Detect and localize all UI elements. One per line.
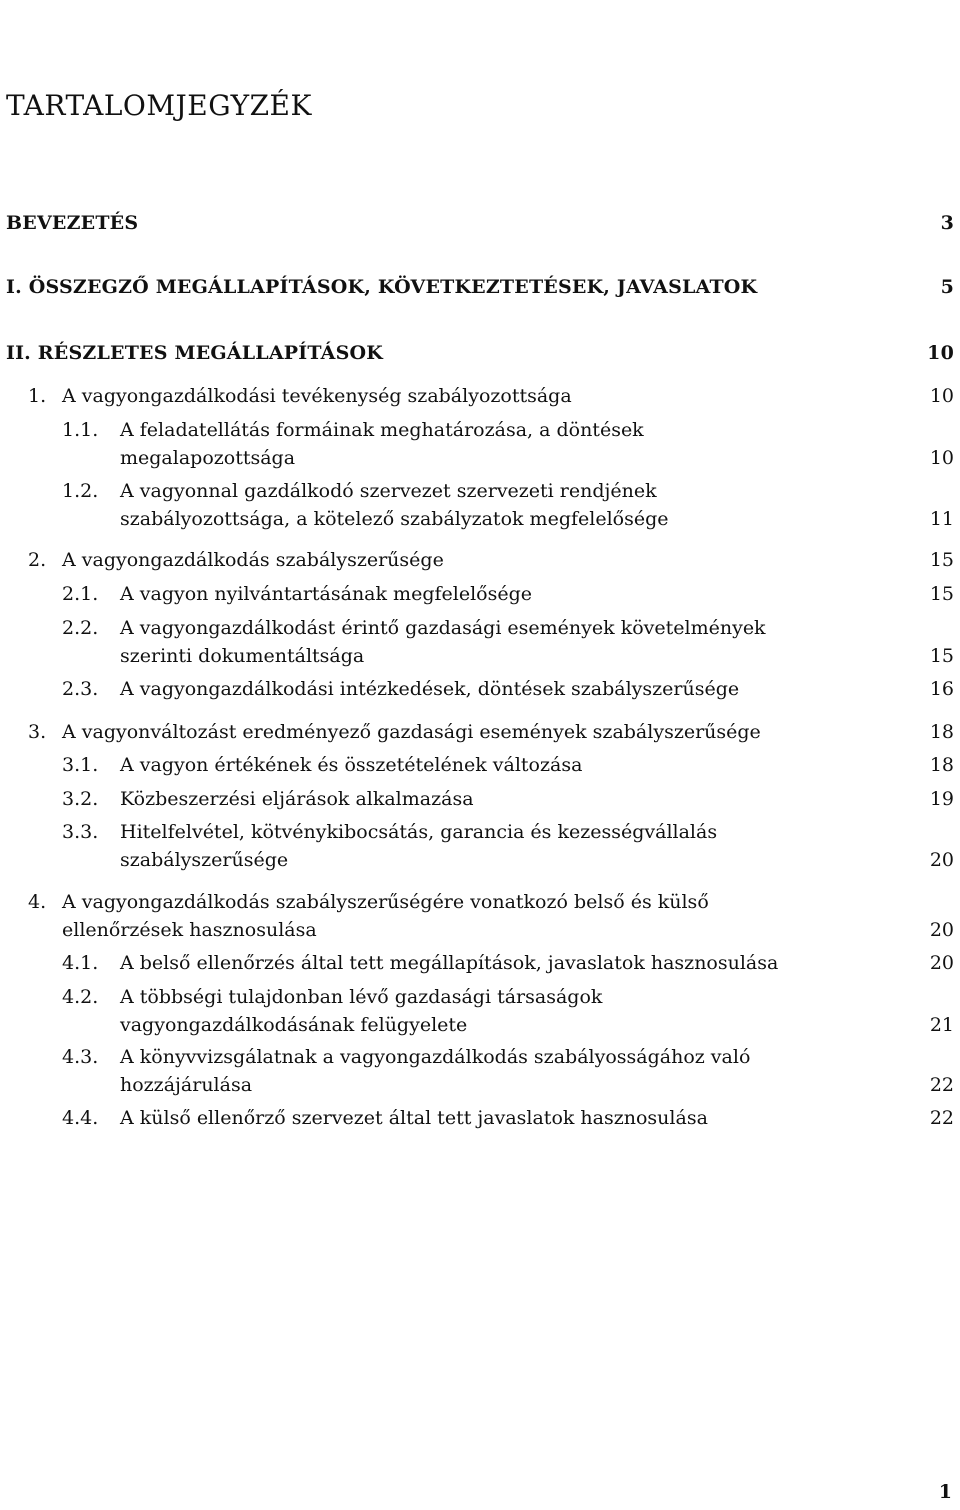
toc-entry-number: 3.2.	[62, 788, 99, 810]
toc-entry-text: BEVEZETÉS	[6, 212, 139, 234]
toc-entry-page: 15	[929, 549, 954, 571]
toc-entry-text-line1: A vagyonnal gazdálkodó szervezet szervezeti rendjének	[120, 480, 657, 502]
toc-entry-text-line1: Hitelfelvétel, kötvénykibocsátás, garancia és kezességvállalás	[120, 821, 718, 843]
toc-entry-text: A vagyongazdálkodási intézkedések, döntések szabályszerűsége	[120, 678, 740, 700]
toc-entry-page: 15	[929, 645, 954, 667]
toc-entry-page: 18	[929, 721, 954, 743]
toc-entry-page: 20	[929, 849, 954, 871]
toc-title: TARTALOMJEGYZÉK	[6, 89, 312, 122]
page-number: 1	[938, 1481, 952, 1503]
table-of-contents	[6, 0, 954, 1510]
toc-entry-text-line1: A vagyongazdálkodást érintő gazdasági események követelmények	[120, 617, 766, 639]
toc-entry-number: 4.4.	[62, 1107, 99, 1129]
toc-entry-text-line1: A többségi tulajdonban lévő gazdasági társaságok	[120, 986, 603, 1008]
toc-entry-page: 10	[927, 342, 954, 364]
toc-entry-text-line2: szabályszerűsége	[120, 849, 289, 871]
toc-entry-number: 2.3.	[62, 678, 99, 700]
toc-entry-text: A vagyon nyilvántartásának megfelelősége	[120, 583, 532, 605]
toc-entry-page: 20	[929, 952, 954, 974]
toc-entry-text-line2: szabályozottsága, a kötelező szabályzatok megfelelősége	[120, 508, 669, 530]
toc-entry-page: 20	[929, 919, 954, 941]
toc-entry-page: 22	[929, 1074, 954, 1096]
toc-entry-page: 18	[929, 754, 954, 776]
toc-entry-text-line2: megalapozottsága	[120, 447, 296, 469]
toc-entry-text-line2: szerinti dokumentáltsága	[120, 645, 365, 667]
toc-entry-text: A vagyongazdálkodási tevékenység szabályozottsága	[62, 385, 572, 407]
toc-entry-text-line1: A vagyongazdálkodás szabályszerűségére vonatkozó belső és külső	[62, 891, 709, 913]
toc-entry-text: A vagyongazdálkodás szabályszerűsége	[62, 549, 444, 571]
toc-entry-text: A vagyonváltozást eredményező gazdasági események szabályszerűsége	[62, 721, 761, 743]
toc-entry-number: 4.1.	[62, 952, 99, 974]
toc-entry-page: 15	[929, 583, 954, 605]
toc-entry-number: 1.	[28, 385, 47, 407]
toc-entry-page: 10	[929, 447, 954, 469]
toc-entry-number: 4.2.	[62, 986, 99, 1008]
toc-entry-number: 2.1.	[62, 583, 99, 605]
toc-entry-page: 19	[929, 788, 954, 810]
toc-entry-text: II. RÉSZLETES MEGÁLLAPÍTÁSOK	[6, 342, 384, 364]
toc-entry-number: 4.3.	[62, 1046, 99, 1068]
toc-entry-text: A vagyon értékének és összetételének változása	[120, 754, 583, 776]
toc-entry-page: 16	[929, 678, 954, 700]
toc-entry-page: 3	[940, 212, 954, 234]
toc-entry-text-line2: ellenőrzések hasznosulása	[62, 919, 317, 941]
toc-entry-page: 11	[929, 508, 954, 530]
toc-entry-number: 3.3.	[62, 821, 99, 843]
toc-entry-number: 2.2.	[62, 617, 99, 639]
toc-entry-number: 2.	[28, 549, 47, 571]
toc-entry-number: 3.	[28, 721, 47, 743]
toc-entry-text: Közbeszerzési eljárások alkalmazása	[120, 788, 474, 810]
toc-entry-number: 4.	[28, 891, 47, 913]
toc-entry-text-line2: hozzájárulása	[120, 1074, 253, 1096]
toc-entry-page: 5	[940, 276, 954, 298]
toc-entry-text-line1: A feladatellátás formáinak meghatározása, a döntések	[120, 419, 644, 441]
toc-entry-text: I. ÖSSZEGZŐ MEGÁLLAPÍTÁSOK, KÖVETKEZTETÉSEK, JAVASLATOK	[6, 276, 758, 298]
toc-entry-page: 22	[929, 1107, 954, 1129]
toc-entry-page: 21	[929, 1014, 954, 1036]
toc-entry-text-line1: A könyvvizsgálatnak a vagyongazdálkodás szabályosságához való	[120, 1046, 751, 1068]
toc-entry-page: 10	[929, 385, 954, 407]
toc-entry-number: 1.1.	[62, 419, 99, 441]
toc-entry-number: 1.2.	[62, 480, 99, 502]
toc-entry-text: A külső ellenőrző szervezet által tett javaslatok hasznosulása	[120, 1107, 708, 1129]
toc-entry-text-line2: vagyongazdálkodásának felügyelete	[120, 1014, 468, 1036]
toc-entry-text: A belső ellenőrzés által tett megállapítások, javaslatok hasznosulása	[120, 952, 779, 974]
toc-entry-number: 3.1.	[62, 754, 99, 776]
